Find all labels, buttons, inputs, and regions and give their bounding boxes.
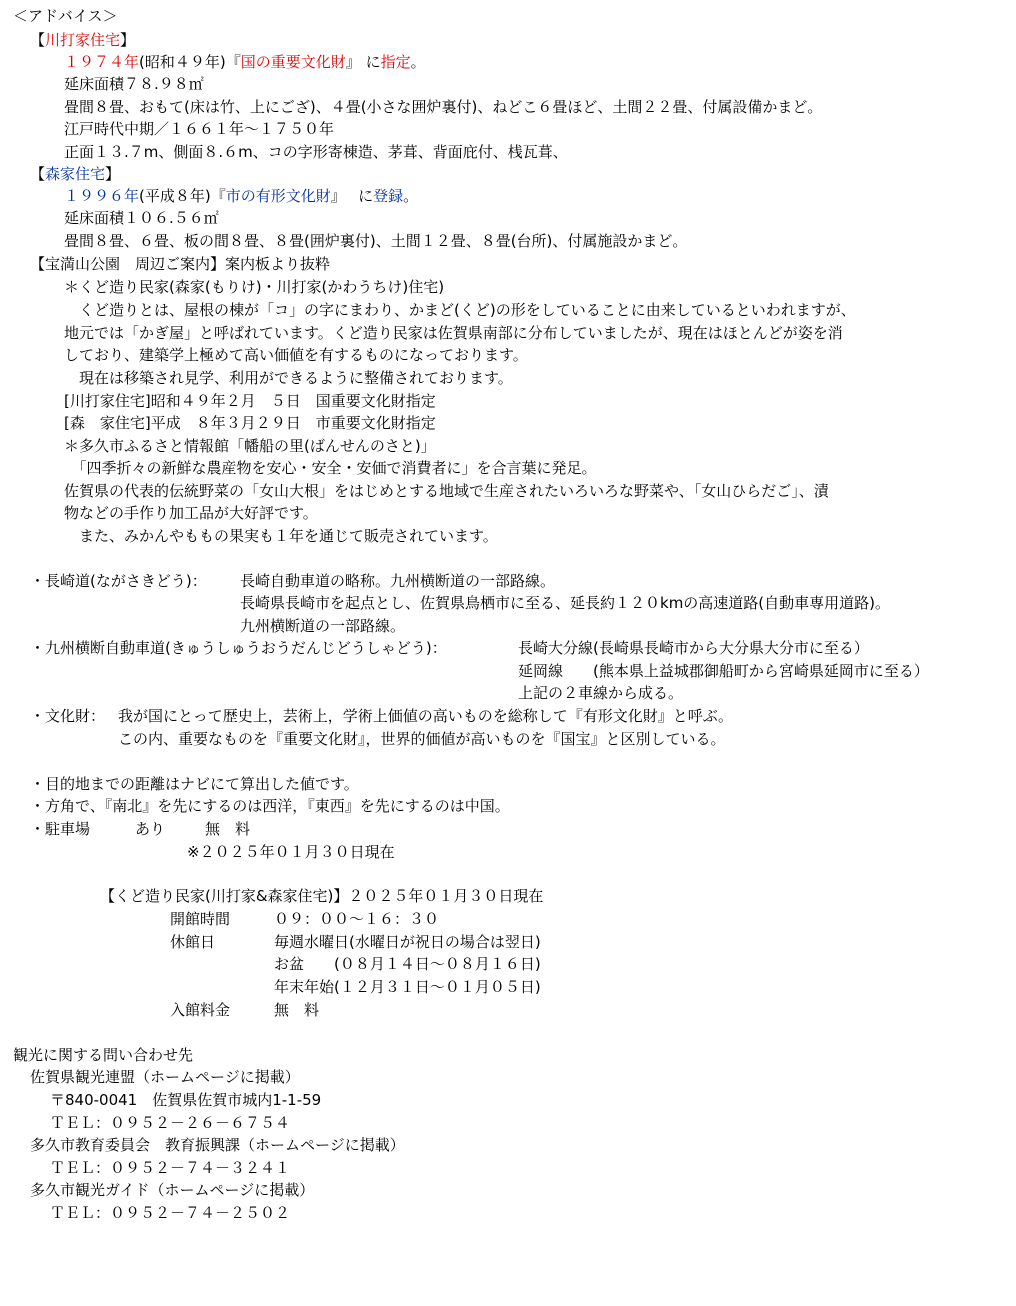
- entrance-fee-value: 無 料: [274, 1001, 320, 1019]
- kawauchi-date: [川打家住宅]昭和４９年２月 ５日 国重要文化財指定: [64, 392, 436, 410]
- open-hours-value: ０９：００～１６：３０: [274, 910, 440, 928]
- parking-value: あり: [135, 820, 166, 838]
- glossary-bunkazai-term: ・文化財：: [30, 707, 106, 725]
- mori-rooms: 畳間８畳、６畳、板の間８畳、８畳(囲炉裏付)、土間１２畳、８畳(台所)、付属施設かまど。: [64, 232, 688, 250]
- mori-heading: 【森家住宅】: [30, 165, 121, 183]
- advice-heading: ＜アドバイス＞: [13, 7, 118, 25]
- kawauchi-designation-class: 国の重要文化財: [240, 53, 346, 71]
- kawauchi-rooms: 畳間８畳、おもて(床は竹、上にござ)、４畳(小さな囲炉裏付)、ねどこ６畳ほど、土間２２畳、付属設備かまど。: [64, 98, 823, 116]
- kawauchi-era: 江戸時代中期／１６６１年～１７５０年: [64, 120, 335, 138]
- contact-org: 多久市教育委員会 教育振興課（ホームページに掲載）: [30, 1136, 405, 1154]
- entrance-fee-label: 入館料金: [170, 1001, 231, 1019]
- note-distance: ・目的地までの距離はナビにて算出した値です。: [30, 775, 359, 793]
- bansen-para-3: 物などの手作り加工品が大好評です。: [64, 504, 318, 522]
- kudo-para-2: 地元では「かぎ屋」と呼ばれています。くど造り民家は佐賀県南部に分布していましたが、現在はほとんどが姿を消: [64, 324, 843, 342]
- kawauchi-floor-area: 延床面積７８.９８㎡: [64, 75, 204, 93]
- glossary-kyushu-term: ・九州横断自動車道(きゅうしゅうおうだんじどうしゃどう)：: [30, 639, 447, 657]
- glossary-kyushu-def-1: 長崎大分線(長崎県長崎市から大分県大分市に至る）: [518, 639, 869, 657]
- parking-fee: 無 料: [205, 820, 251, 838]
- contact-tel: ＴＥＬ：０９５２－２６－６７５４: [50, 1114, 291, 1132]
- bansen-para-1: 「四季折々の新鮮な農産物を安心・安全・安価で消費者に」を合言葉に発足。: [64, 459, 597, 477]
- open-hours-label: 開館時間: [170, 910, 231, 928]
- mori-heading-name: 森家住宅: [45, 165, 106, 183]
- parking-label: ・駐車場: [30, 820, 91, 838]
- mori-date: [森 家住宅]平成 ８年３月２９日 市重要文化財指定: [64, 414, 436, 432]
- mori-designation-class: 市の有形文化財: [225, 187, 331, 205]
- kawauchi-designation-year: １９７４年: [64, 53, 140, 71]
- glossary-bunkazai-def-2: この内、重要なものを『重要文化財』，世界的価値が高いものを『国宝』と区別している。: [118, 730, 726, 748]
- kawauchi-heading-name: 川打家住宅: [45, 31, 121, 49]
- glossary-kyushu-def-3: 上記の２車線から成る。: [518, 684, 684, 702]
- glossary-bunkazai-def-1: 我が国にとって歴史上，芸術上，学術上価値の高いものを総称して『有形文化財』と呼ぶ。: [118, 707, 734, 725]
- closed-days-label: 休館日: [170, 933, 216, 951]
- kudo-para-4: 現在は移築され見学、利用ができるように整備されております。: [64, 369, 513, 387]
- contact-org: 佐賀県観光連盟（ホームページに掲載）: [30, 1068, 300, 1086]
- kudo-para-1: くど造りとは、屋根の棟が「コ」の字にまわり、かまど(くど)の形をしていることに由来しているといわれますが、: [64, 301, 856, 319]
- mori-designation-year: １９９６年: [64, 187, 140, 205]
- bansen-para-2: 佐賀県の代表的伝統野菜の「女山大根」をはじめとする地域で生産されたいろいろな野菜や、「女山ひらだご」、漬: [64, 482, 829, 500]
- closed-days-value-3: 年末年始(１２月３１日～０１月０５日): [274, 978, 541, 996]
- kawauchi-designation: １９７４年(昭和４９年)『国の重要文化財』 に指定。: [64, 53, 426, 71]
- parking-as-of: ※２０２５年０１月３０日現在: [187, 843, 395, 861]
- contact-tel: ＴＥＬ：０９５２－７４－２５０２: [50, 1204, 291, 1222]
- closed-days-value-1: 毎週水曜日(水曜日が祝日の場合は翌日): [274, 933, 541, 951]
- hours-heading: 【くど造り民家(川打家&森家住宅)】２０２５年０１月３０日現在: [100, 887, 544, 905]
- kudo-title: ＊くど造り民家(森家(もりけ)・川打家(かわうちけ)住宅): [64, 278, 445, 296]
- kawauchi-heading: 【川打家住宅】: [30, 31, 136, 49]
- glossary-nagasaki-def-3: 九州横断道の一部路線。: [240, 617, 406, 635]
- bansen-para-4: また、みかんやももの果実も１年を通じて販売されています。: [64, 527, 498, 545]
- contact-org: 多久市観光ガイド（ホームページに掲載）: [30, 1181, 315, 1199]
- glossary-nagasaki-def-1: 長崎自動車道の略称。九州横断道の一部路線。: [240, 572, 556, 590]
- notice-board-heading: 【宝満山公園 周辺ご案内】案内板より抜粋: [30, 255, 331, 273]
- contacts-heading: 観光に関する問い合わせ先: [13, 1046, 194, 1064]
- bansen-title: ＊多久市ふるさと情報館「幡船の里(ばんせんのさと)」: [64, 437, 436, 455]
- glossary-kyushu-def-2: 延岡線 (熊本県上益城郡御船町から宮崎県延岡市に至る）: [518, 662, 929, 680]
- mori-floor-area: 延床面積１０６.５６㎡: [64, 209, 219, 227]
- mori-designation: １９９６年(平成８年)『市の有形文化財』 に登録。: [64, 187, 419, 205]
- note-direction: ・方角で、『南北』を先にするのは西洋，『東西』を先にするのは中国。: [30, 797, 510, 815]
- glossary-nagasaki-def-2: 長崎県長崎市を起点とし、佐賀県鳥栖市に至る、延長約１２０kmの高速道路(自動車専用道路)。: [240, 594, 891, 612]
- kudo-para-3: しており、建築学上極めて高い価値を有するものになっております。: [64, 346, 528, 364]
- contact-address: 〒840-0041 佐賀県佐賀市城内1-1-59: [50, 1091, 322, 1109]
- closed-days-value-2: お盆 (０８月１４日～０８月１６日): [274, 955, 541, 973]
- contact-tel: ＴＥＬ：０９５２－７４－３２４１: [50, 1159, 291, 1177]
- glossary-nagasaki-term: ・長崎道(ながさきどう)：: [30, 572, 207, 590]
- kawauchi-structure: 正面１３.７m、側面８.６m、コの字形寄棟造、茅葺、背面庇付、桟瓦葺、: [64, 143, 568, 161]
